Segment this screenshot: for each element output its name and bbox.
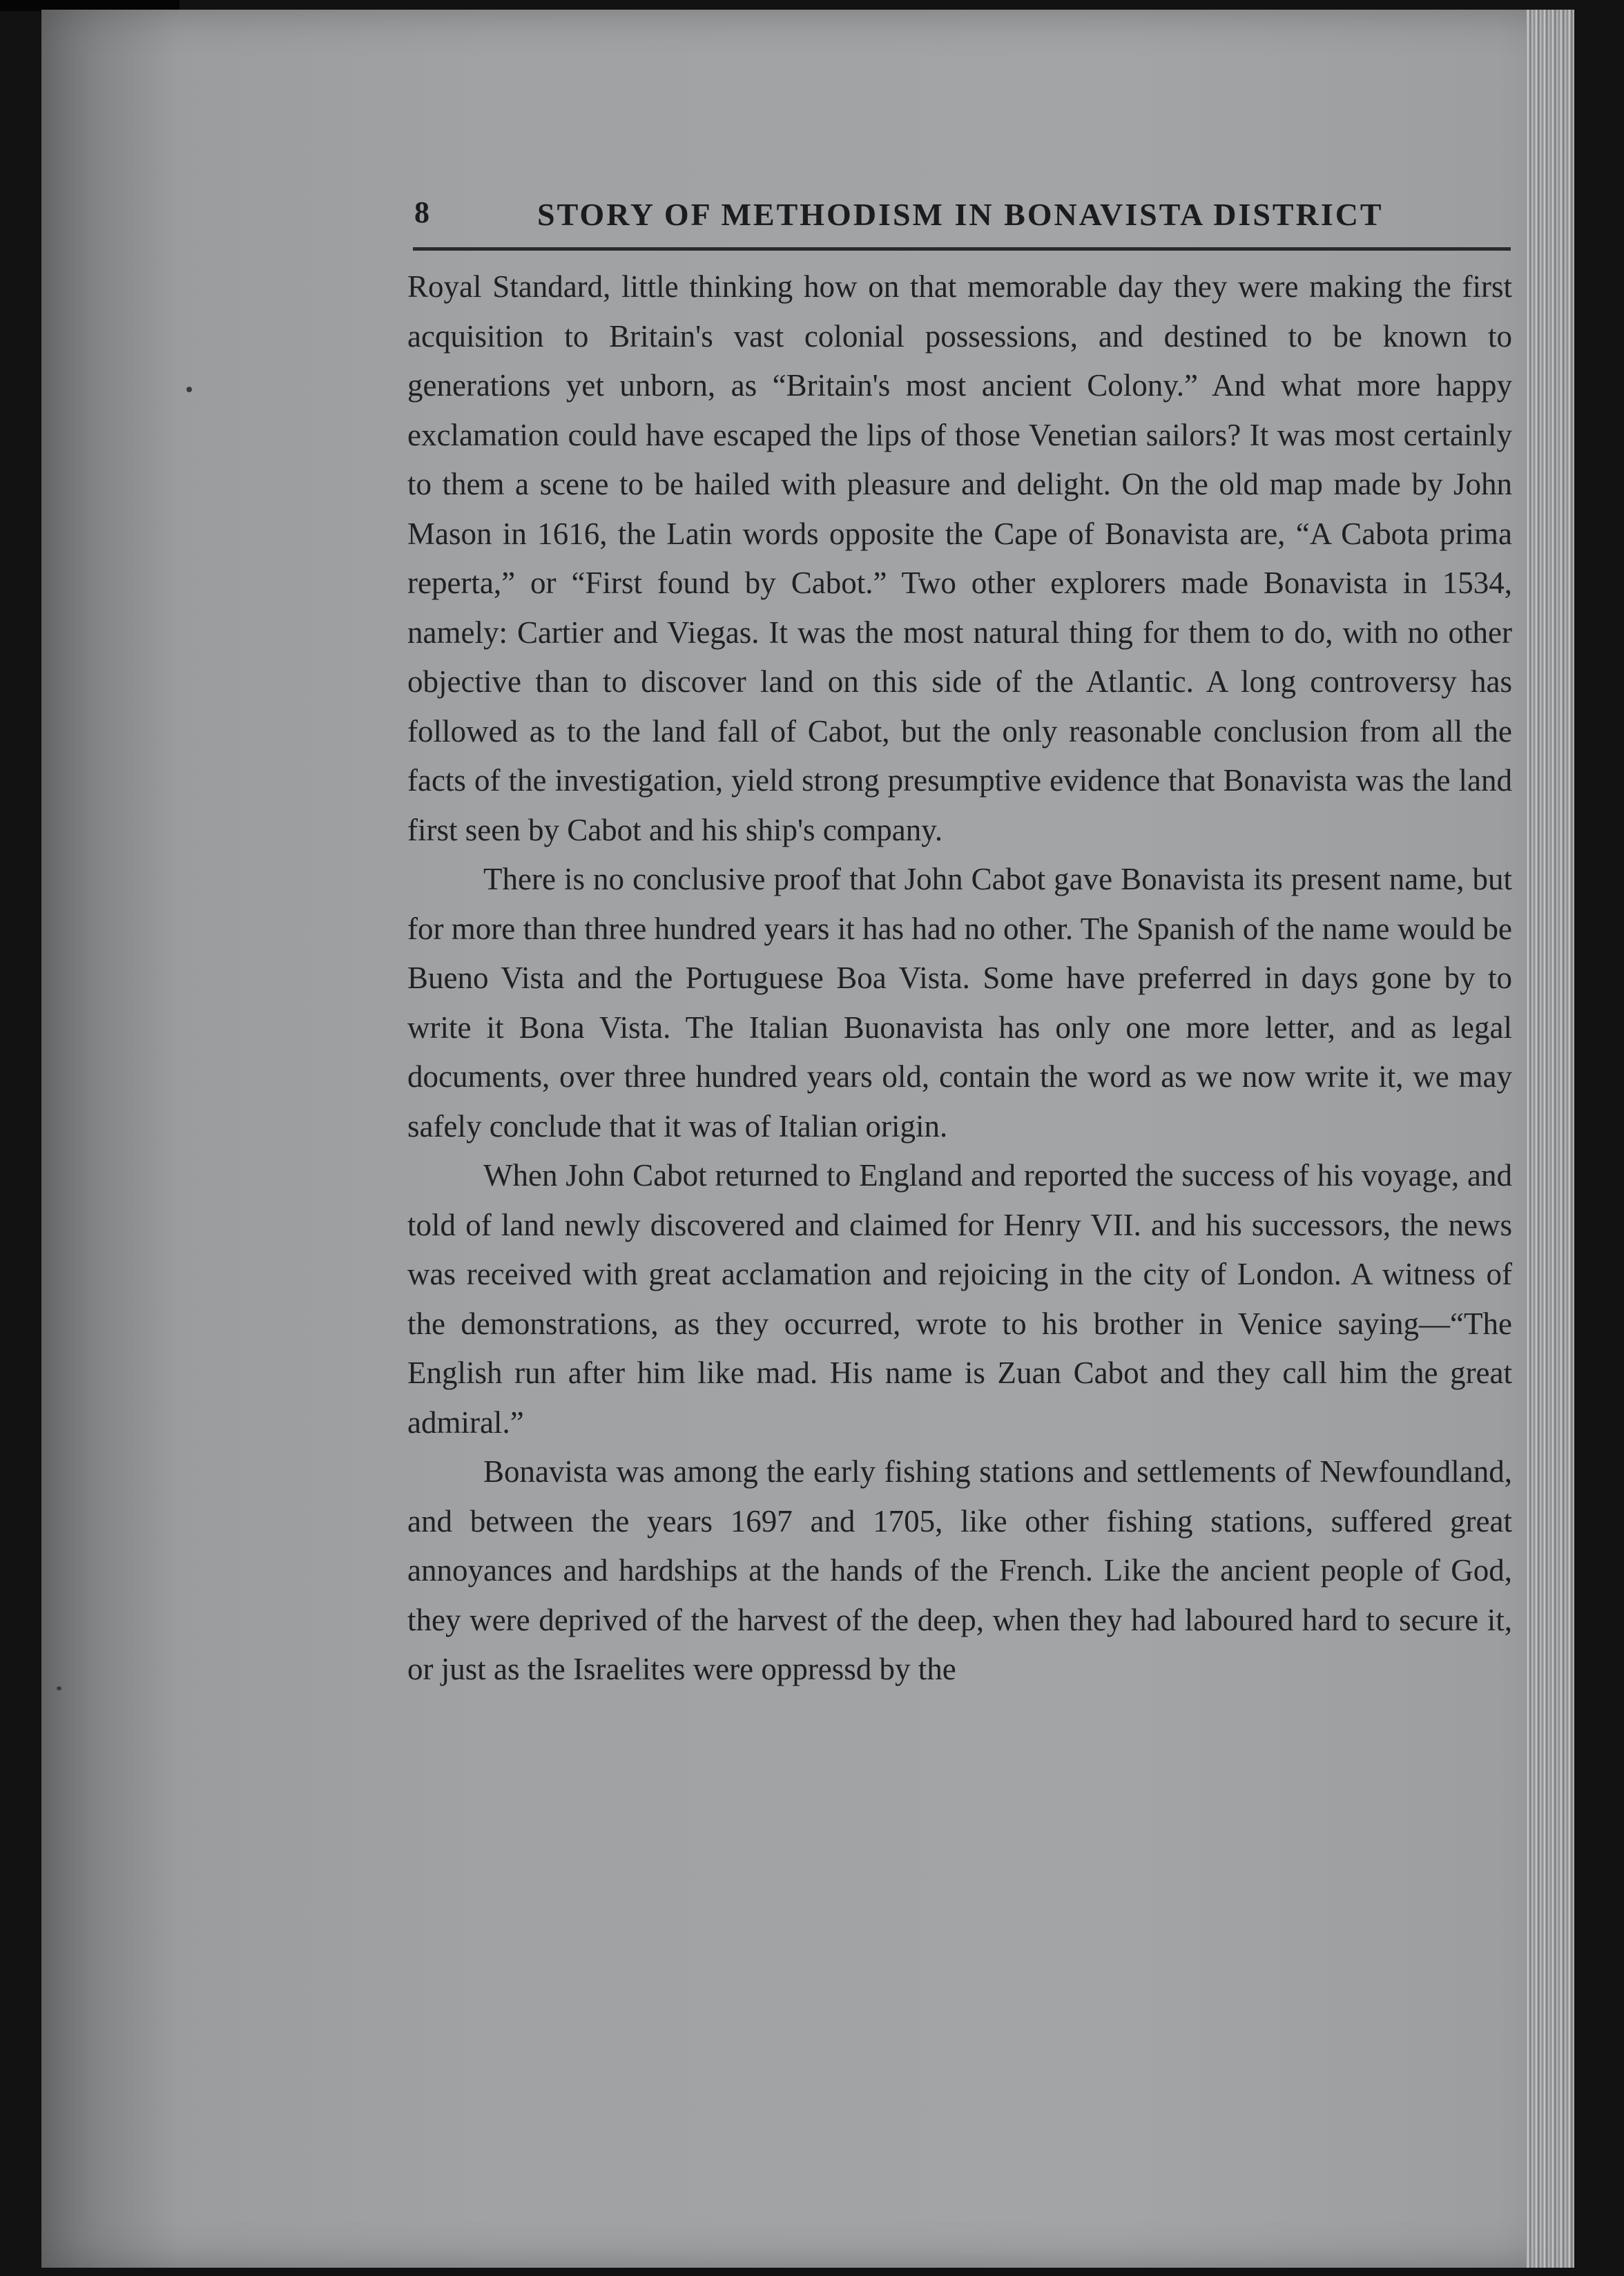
dust-speck	[186, 387, 192, 392]
dust-speck	[57, 1686, 61, 1690]
paragraph-continued: Royal Standard, little thinking how on that memorable day they were making the first acquisition to Britain's vast colonial possessions, and destined to be known to generations yet unborn, as “Britain's most ancient Colony.” And what more happy exclamation could have escaped the lips of those Venetian sailors? It was most certainly to them a scene to be hailed with pleasure and delight. On the old map made by John Mason in 1616, the Latin words opposite the Cape of Bonavista are, “A Cabota prima reperta,” or “First found by Cabot.” Two other explorers made Bonavista in 1534, namely: Cartier and Viegas. It was the most natural thing for them to do, with no other objective than to discover land on this side of the Atlantic. A long controversy has followed as to the land fall of Cabot, but the only reasonable conclusion from all the facts of the investigation, yield strong presumptive evidence that Bonavista was the land first seen by Cabot and his ship's company.	[407, 269, 1512, 847]
page-edge	[1526, 10, 1574, 2268]
running-title: STORY OF METHODISM IN BONAVISTA DISTRICT	[537, 197, 1384, 232]
paragraph: Bonavista was among the early fishing stations and settlements of Newfoundland, and between the years 1697 and 1705, like other fishing stations, suffered great annoyances and hardships at the hands of the French. Like the ancient people of God, they were deprived of the harvest of the deep, when they had laboured hard to secure it, or just as the Israelites were oppressd by the	[407, 1454, 1512, 1686]
paragraph: When John Cabot returned to England and reported the success of his voyage, and told of land newly discovered and claimed for Henry VII. and his successors, the news was received with great acclamation and rejoicing in the city of London. A witness of the demonstrations, as they occurred, wrote to his brother in Venice saying—“The English run after him like mad. His name is Zuan Cabot and they call him the great admiral.”	[407, 1158, 1512, 1440]
paragraph: There is no conclusive proof that John Cabot gave Bonavista its present name, but for more than three hundred years it has had no other. The Spanish of the name would be Bueno Vista and the Portuguese Boa Vista. Some have preferred in days gone by to write it Bona Vista. The Italian Buonavista has only one more letter, and as legal documents, over three hundred years old, contain the word as we now write it, we may safely conclude that it was of Italian origin.	[407, 862, 1512, 1144]
gutter-shadow	[41, 10, 180, 2268]
page-number: 8	[414, 195, 429, 229]
body-text	[407, 262, 1512, 1695]
page-header	[413, 185, 1511, 251]
